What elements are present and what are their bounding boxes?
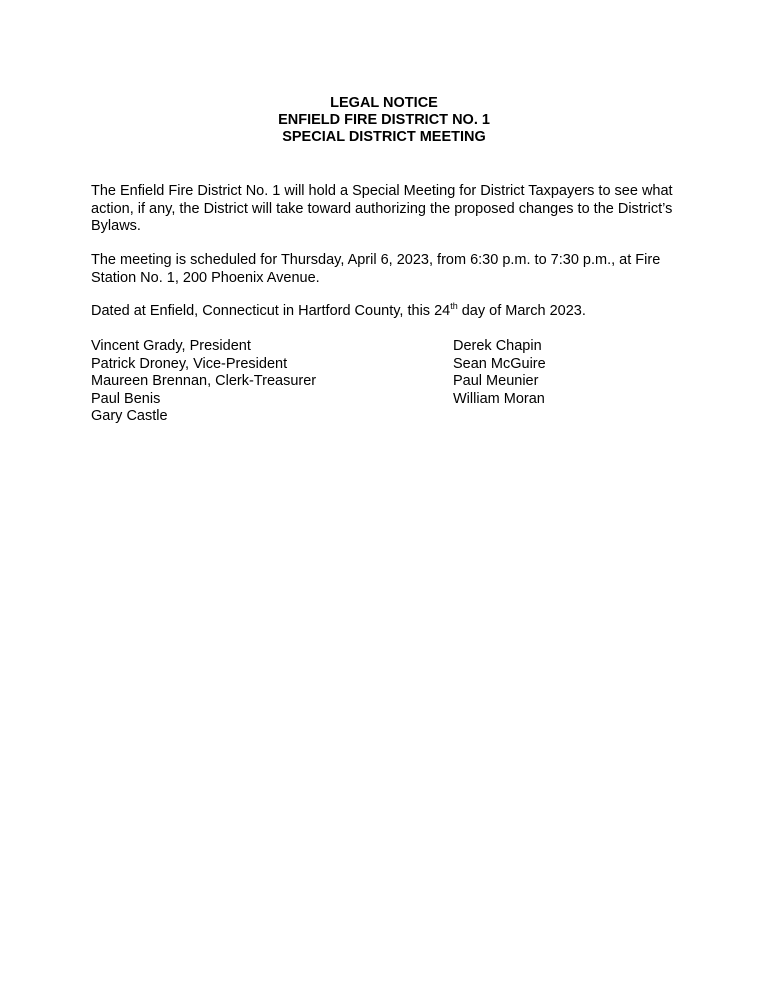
- officer-name: William Moran: [453, 390, 545, 407]
- officers-right-column: [453, 338, 546, 408]
- officer-name: Sean McGuire: [453, 355, 546, 372]
- officer-name: Derek Chapin: [453, 338, 542, 354]
- notice-title: LEGAL NOTICE: [330, 95, 438, 111]
- dated-text-end: day of March 2023.: [457, 303, 586, 319]
- purpose-paragraph: The Enfield Fire District No. 1 will hold a Special Meeting for District Taxpayers to see what action, if any, the District will take toward authorizing the proposed changes to the District’s Bylaws.: [91, 183, 673, 234]
- schedule-paragraph: The meeting is scheduled for Thursday, April 6, 2023, from 6:30 p.m. to 7:30 p.m., at Fire Station No. 1, 200 Phoenix Avenue.: [91, 252, 661, 286]
- district-name: ENFIELD FIRE DISTRICT NO. 1: [278, 112, 490, 128]
- officer-name: Gary Castle: [91, 408, 168, 424]
- meeting-type: SPECIAL DISTRICT MEETING: [282, 129, 486, 145]
- officer-name: Paul Meunier: [453, 373, 539, 389]
- officer-name: Paul Benis: [91, 390, 161, 407]
- officers-left-column: [91, 338, 316, 426]
- notice-heading: [0, 95, 768, 146]
- officer-name: Patrick Droney, Vice-President: [91, 355, 288, 372]
- dated-paragraph: [91, 303, 691, 321]
- dated-text-start: Dated at Enfield, Connecticut in Hartford County, this 24: [91, 303, 451, 319]
- ordinal-suffix: th: [450, 301, 458, 312]
- officer-name: Maureen Brennan, Clerk-Treasurer: [91, 373, 317, 389]
- officer-name: Vincent Grady, President: [91, 338, 251, 354]
